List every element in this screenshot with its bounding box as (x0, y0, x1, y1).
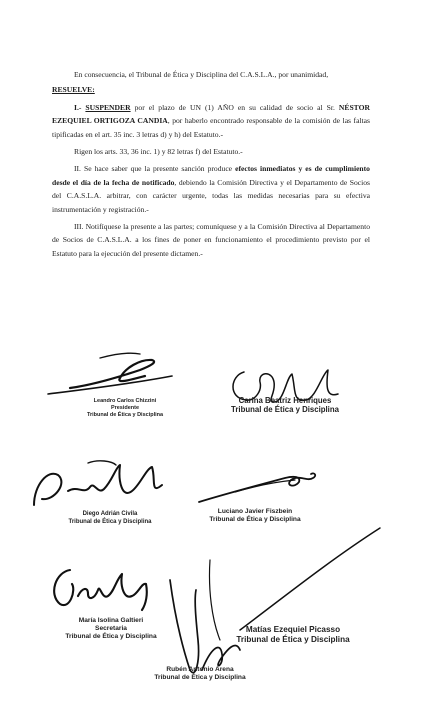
signer-role: Tribunal de Ética y Disciplina (65, 633, 157, 640)
paragraph-one-number: I.- (74, 102, 86, 112)
signer-name: Leandro Carlos Chizzini (93, 398, 157, 404)
signer-role: Tribunal de Ética y Disciplina (231, 405, 339, 414)
signer-role: Tribunal de Ética y Disciplina (68, 519, 152, 525)
signature-block-civila (60, 510, 160, 526)
signature-block-henriques (215, 396, 355, 414)
signer-name: María Isolina Galtieri (78, 617, 144, 624)
signer-name: Rubén Antonio Arena (166, 666, 234, 673)
signature-block-picasso (218, 625, 368, 645)
paragraph-two-bold: efectos inmediatos y es de cumplimiento desde el día de la fecha de notificado (52, 164, 370, 187)
signer-name: Diego Adrián Civila (82, 511, 138, 517)
signature-civila-scribble (28, 455, 168, 515)
paragraph-rigen: Rigen los arts. 33, 36 inc. 1) y 82 letras f) del Estatuto.- (74, 147, 243, 157)
suspender-word: SUSPENDER (85, 102, 131, 112)
signature-fiszbein-scribble (195, 468, 325, 508)
signature-galtieri-scribble (42, 560, 162, 620)
signer-name: Matías Ezequiel Picasso (245, 625, 341, 634)
paragraph-one (52, 101, 370, 141)
signer-role: Secretaria (95, 625, 127, 632)
paragraph-two-text-b: , debiendo la Comisión Directiva y el Departamento de Socios del C.A.S.L.A. arbitrar, con carácter urgente, todas las medidas necesarias para su efectiva instrumentación y registración.- (52, 177, 371, 214)
paragraph-one-text-b: , por haberlo encontrado responsable de la comisión de las faltas tipificadas en el art. 35 inc. 3 letras d) y h) del Estatuto.- (52, 116, 370, 139)
resuelve-heading: RESUELVE: (52, 85, 95, 95)
signer-role: Tribunal de Ética y Disciplina (154, 674, 246, 681)
paragraph-two-text-a: II. Se hace saber que la presente sanción produce (74, 164, 236, 174)
signer-role: Tribunal de Ética y Disciplina (209, 516, 301, 523)
paragraph-intro: En consecuencia, el Tribunal de Ética y Disciplina del C.A.S.L.A., por unanimidad, (74, 70, 329, 79)
paragraph-one-text-a: por el plazo de UN (1) AÑO en su calidad de socio al Sr. (130, 102, 339, 112)
paragraph-two (52, 162, 370, 216)
signer-name: Luciano Javier Fiszbein (217, 508, 293, 515)
signature-chizzini-scribble (40, 350, 180, 400)
signer-role: Tribunal de Ética y Disciplina (236, 635, 350, 644)
paragraph-three: III. Notifíquese la presente a las partes; comuníquese y a la Comisión Directiva al Departamento de Socios de C.A.S.L.A. a los fines de poner en funcionamiento el procedimiento previsto por el Estatuto para la ejecución del presente dictamen.- (52, 222, 370, 258)
signer-role: Presidente (110, 405, 140, 411)
signature-block-arena (145, 666, 255, 682)
signer-role: Tribunal de Ética y Disciplina (86, 412, 164, 418)
signature-block-chizzini (70, 398, 180, 419)
signature-arena-scribble (150, 520, 410, 690)
resolution-text (52, 68, 370, 260)
sanctioned-name: NÉSTOR EZEQUIEL ORTIGOZA CANDIA (52, 102, 370, 126)
signer-name: Carina Beatriz Henriques (238, 396, 332, 405)
